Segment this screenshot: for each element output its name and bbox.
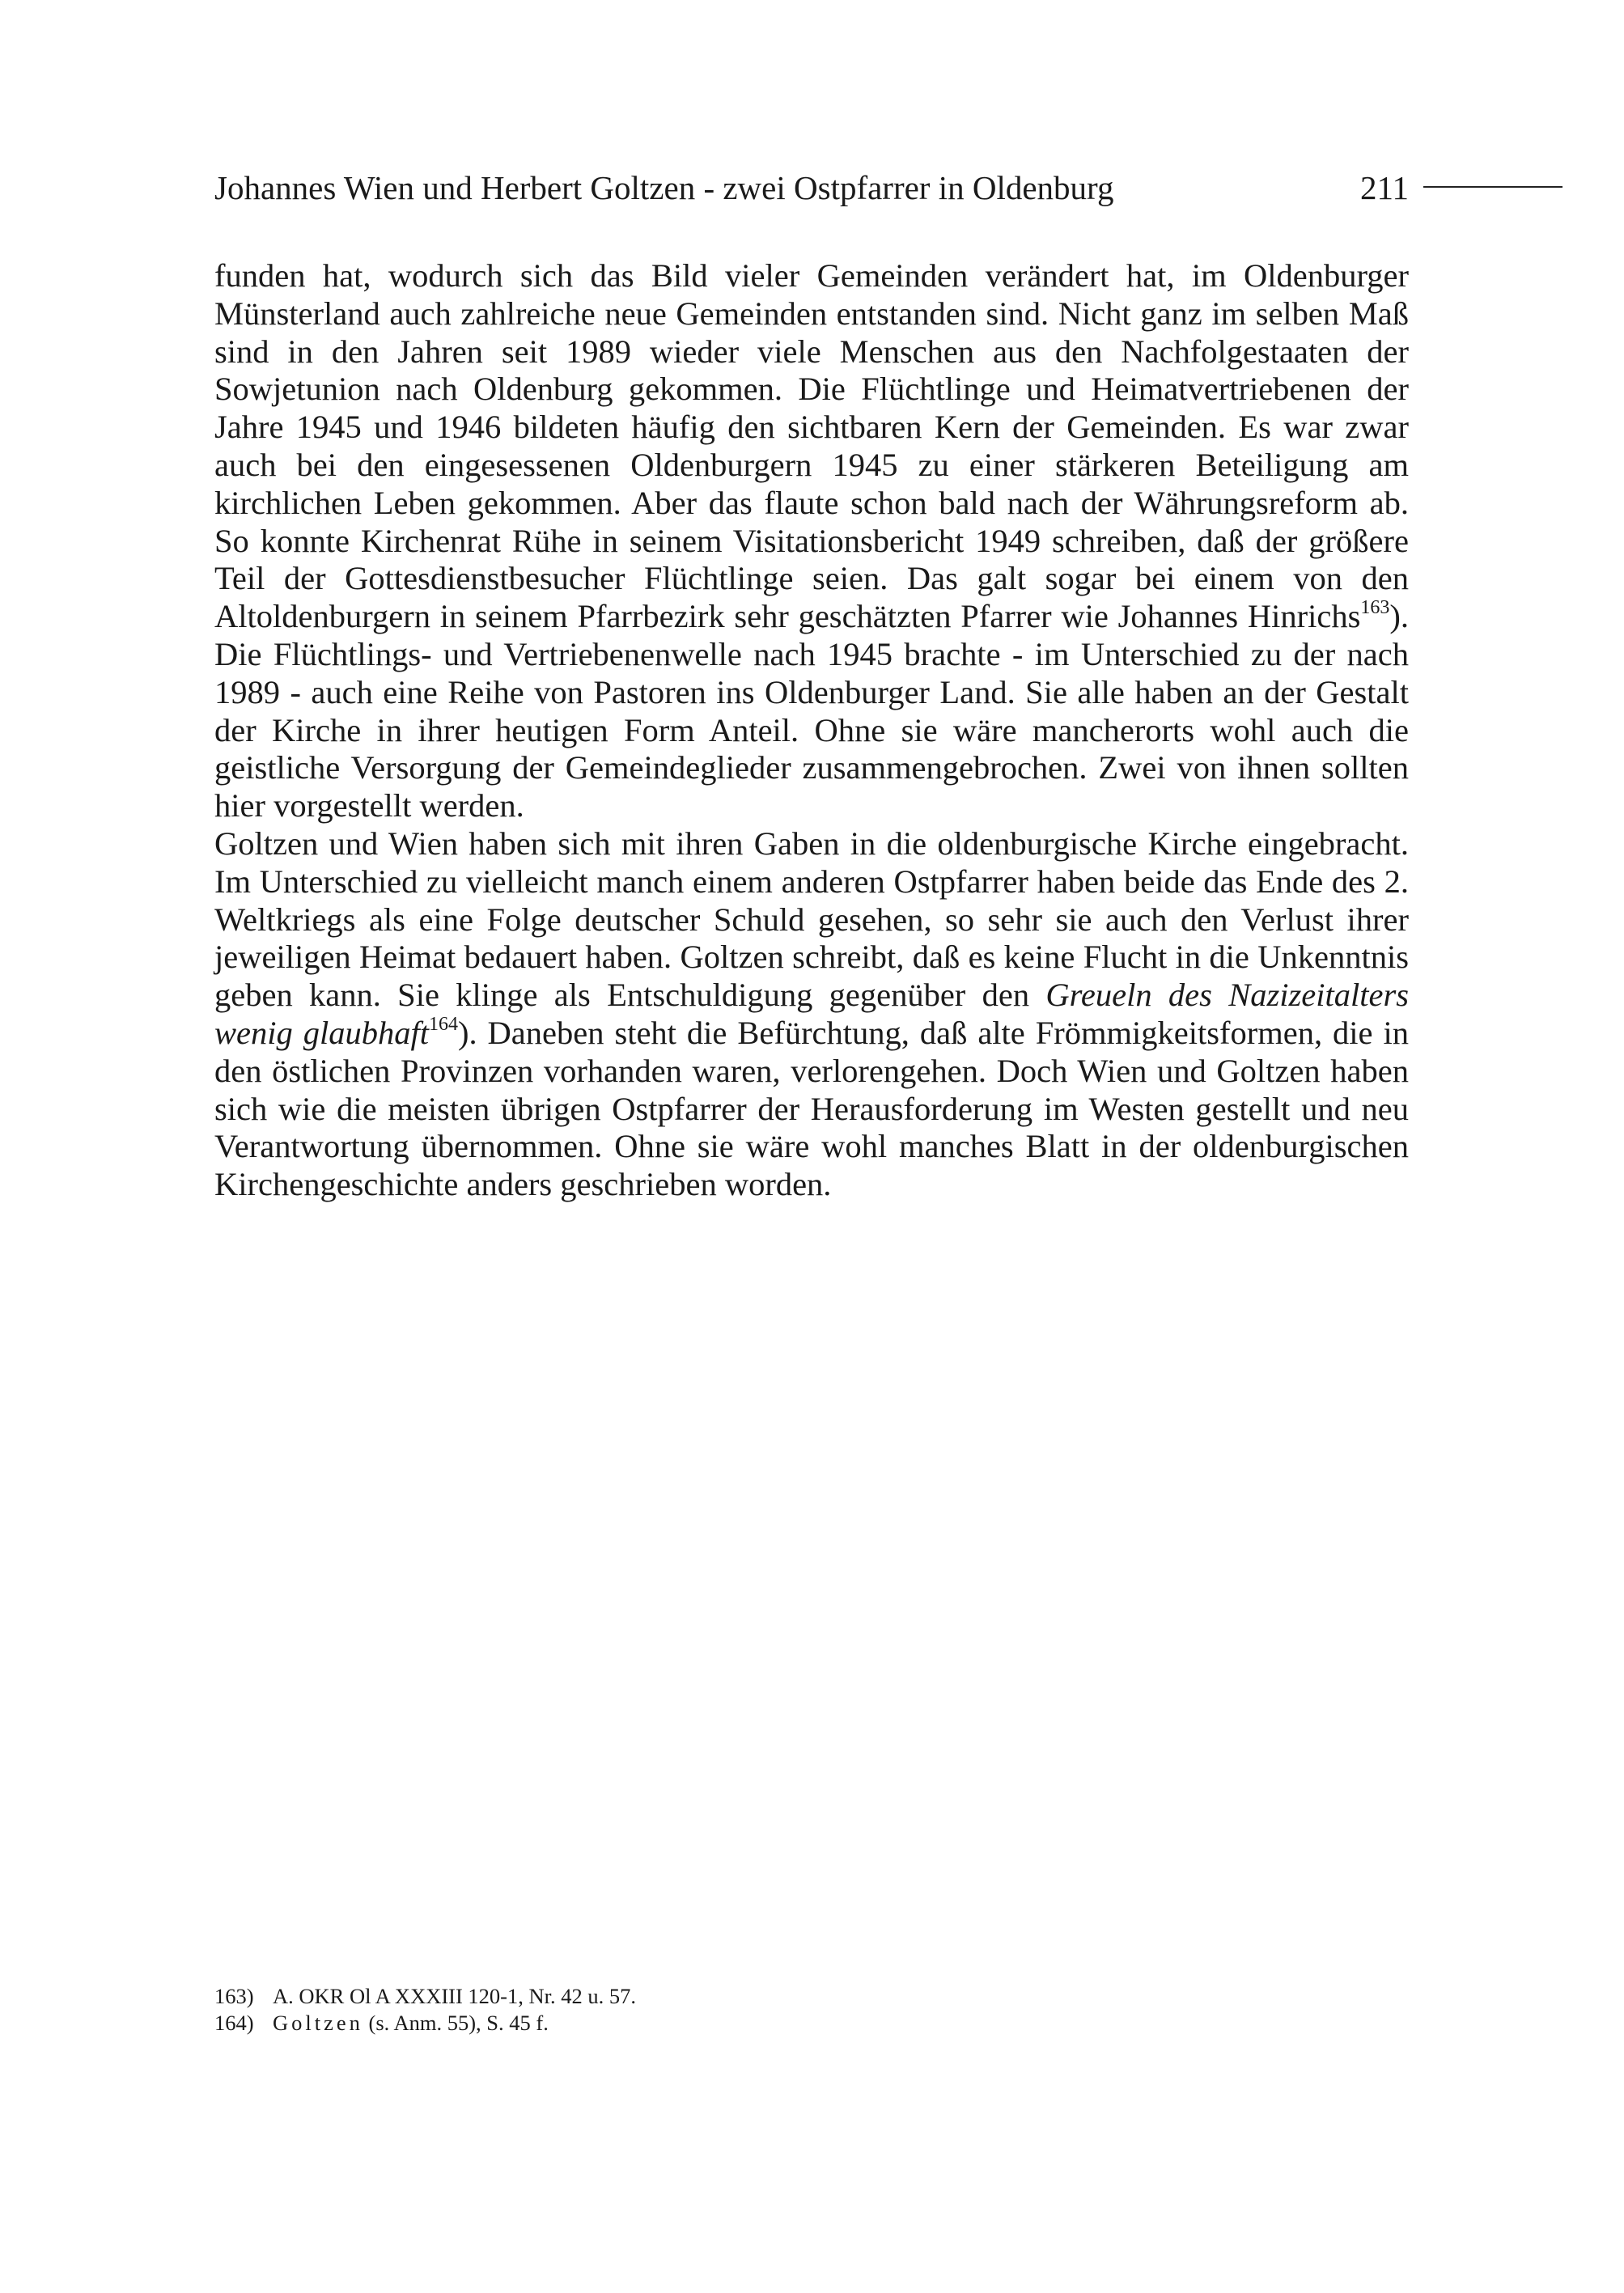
paragraph bbox=[214, 825, 1409, 1204]
footnote bbox=[214, 2010, 1409, 2037]
italic-quotation: Greueln des Nazizeitalters wenig glaubhaft bbox=[214, 977, 1409, 1051]
running-head-title: Johannes Wien und Herbert Goltzen - zwei Ostpfarrer in Oldenburg bbox=[214, 169, 1114, 206]
running-head bbox=[214, 163, 1409, 212]
paragraph-text: funden hat, wodurch sich das Bild vieler Gemeinden verändert hat, im Oldenburger Münsterland auch zahlreiche neue Gemeinden entstanden sind. Nicht ganz im selben Maß sind in den Jahren seit 1989 wieder viele Menschen aus den Nachfolgestaaten der Sowjetunion nach Oldenburg gekommen. Die Flüchtlinge und Heimatvertriebenen der Jahre 1945 und 1946 bildeten häufig den sichtbaren Kern der Gemeinden. Es war zwar auch bei den eingesessenen Oldenburgern 1945 zu einer stärkeren Beteiligung am kirchlichen Leben gekommen. Aber das flaute schon bald nach der Währungsreform ab. So konnte Kirchenrat Rühe in seinem Visitationsbericht 1949 schreiben, daß der größere Teil der Gottesdienstbesucher Flüchtlinge seien. Das galt sogar bei einem von den Altoldenburgern in seinem Pfarrbezirk sehr geschätzten Pfarrer wie Johannes Hinrichs bbox=[214, 257, 1409, 635]
footnote-reference: 164 bbox=[428, 1014, 458, 1036]
running-head-rule bbox=[1423, 186, 1563, 188]
footnote bbox=[214, 1983, 1409, 2010]
paragraph-text: ). Daneben steht die Befürchtung, daß alte Frömmigkeitsformen, die in den östlichen Provinzen vorhanden waren, verlorengehen. Doch Wien und Goltzen haben sich wie die meisten übrigen Ostpfarrer der Herausforderung im Westen gestellt und neu Verantwortung übernommen. Ohne sie wäre wohl manches Blatt in der oldenburgischen Kirchengeschichte anders geschrieben worden. bbox=[214, 1014, 1409, 1203]
footnote-text: (s. Anm. 55), S. 45 f. bbox=[363, 2011, 549, 2035]
paragraph-text: Goltzen und Wien haben sich mit ihren Gaben in die oldenburgische Kirche eingebracht. Im Unterschied zu vielleicht manch einem anderen Ostpfarrer haben beide das Ende des 2. Weltkriegs als eine Folge deutscher Schuld gesehen, so sehr sie auch den Verlust ihrer jeweiligen Heimat bedauert haben. Goltzen schreibt, daß es keine Flucht in die Unkenntnis geben kann. Sie klinge als Entschuldigung gegenüber den bbox=[214, 824, 1409, 1014]
footnote-reference: 163 bbox=[1360, 597, 1390, 619]
page-number: 211 bbox=[1360, 169, 1409, 206]
footnote-number: 163) bbox=[214, 1984, 254, 2008]
body-text bbox=[214, 257, 1409, 1204]
footnote-number: 164) bbox=[214, 2011, 254, 2035]
footnote-author: Goltzen bbox=[273, 2011, 363, 2035]
footnotes bbox=[214, 1983, 1409, 2037]
footnote-text: A. OKR Ol A XXXIII 120-1, Nr. 42 u. 57. bbox=[273, 1984, 637, 2008]
paragraph-text: ). Die Flüchtlings- und Vertriebenenwelle nach 1945 brachte - im Unterschied zu der nach 1989 - auch eine Reihe von Pastoren ins Oldenburger Land. Sie alle haben an der Gestalt der Kirche in ihrer heutigen Form Anteil. Ohne sie wäre mancherorts wohl auch die geistliche Versorgung der Gemeindeglieder zusammengebrochen. Zwei von ihnen sollten hier vorgestellt werden. bbox=[214, 598, 1409, 824]
paragraph bbox=[214, 257, 1409, 825]
